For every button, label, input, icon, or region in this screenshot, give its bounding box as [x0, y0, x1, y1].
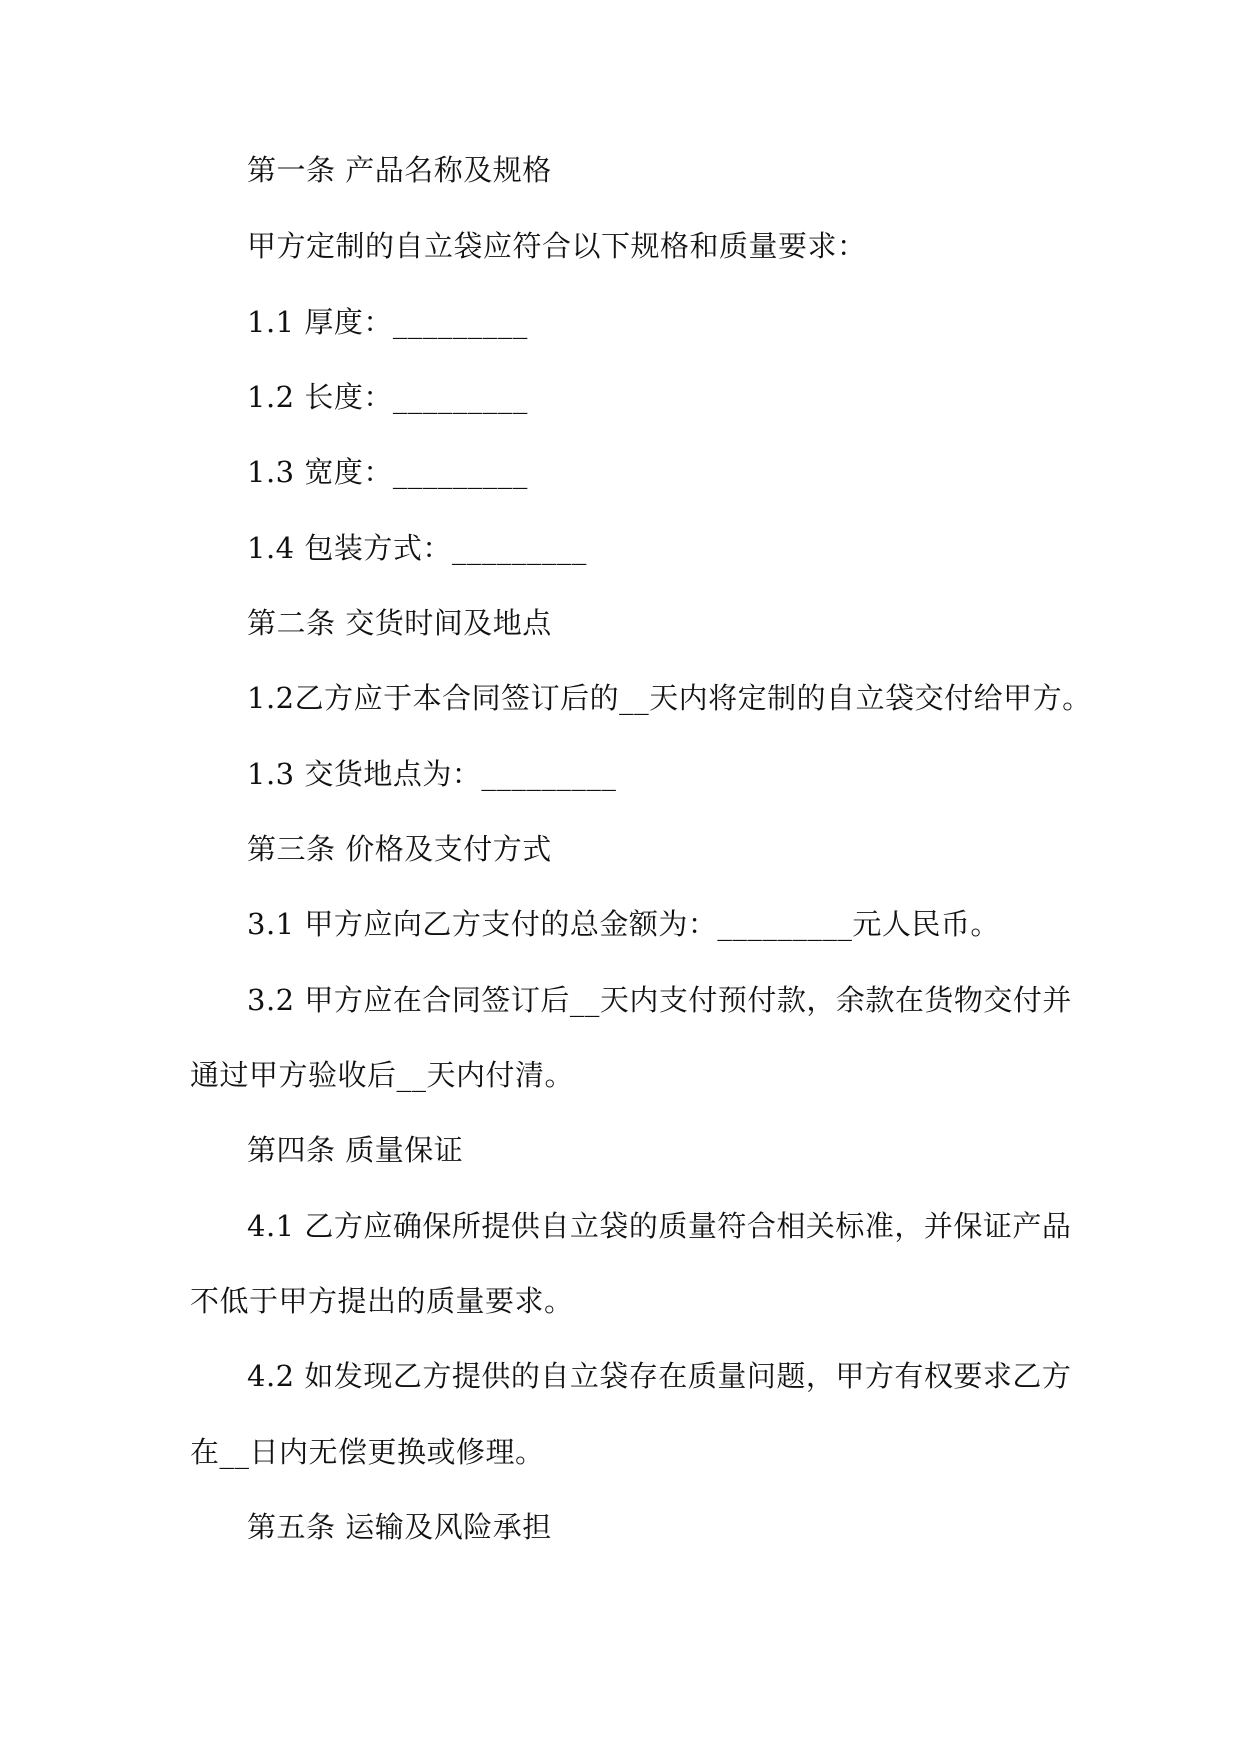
clause-continuation: 不低于甲方提出的质量要求。: [190, 1284, 574, 1318]
clause-item: 1.3 宽度：_________: [247, 455, 528, 489]
clause-item: 1.2 长度：_________: [247, 380, 528, 414]
section-heading-1: 第一条 产品名称及规格: [247, 153, 552, 187]
clause-item: 4.1 乙方应确保所提供自立袋的质量符合相关标准，并保证产品: [247, 1209, 1072, 1243]
section-heading-4: 第四条 质量保证: [247, 1133, 464, 1167]
clause-item: 3.1 甲方应向乙方支付的总金额为：_________元人民币。: [247, 907, 1000, 941]
clause-continuation: 在__日内无偿更换或修理。: [190, 1435, 545, 1469]
section-heading-2: 第二条 交货时间及地点: [247, 606, 552, 640]
clause-item: 1.1 厚度：_________: [247, 305, 528, 339]
clause-continuation: 通过甲方验收后__天内付清。: [190, 1058, 575, 1092]
clause-item: 1.2乙方应于本合同签订后的__天内将定制的自立袋交付给甲方。: [247, 681, 1092, 715]
clause-item: 3.2 甲方应在合同签订后__天内支付预付款，余款在货物交付并: [247, 983, 1072, 1017]
clause-item: 1.3 交货地点为：_________: [247, 757, 617, 791]
paragraph-line: 甲方定制的自立袋应符合以下规格和质量要求：: [247, 229, 867, 263]
clause-item: 1.4 包装方式：_________: [247, 531, 587, 565]
clause-item: 4.2 如发现乙方提供的自立袋存在质量问题，甲方有权要求乙方: [247, 1359, 1072, 1393]
section-heading-3: 第三条 价格及支付方式: [247, 832, 552, 866]
section-heading-5: 第五条 运输及风险承担: [247, 1510, 552, 1544]
